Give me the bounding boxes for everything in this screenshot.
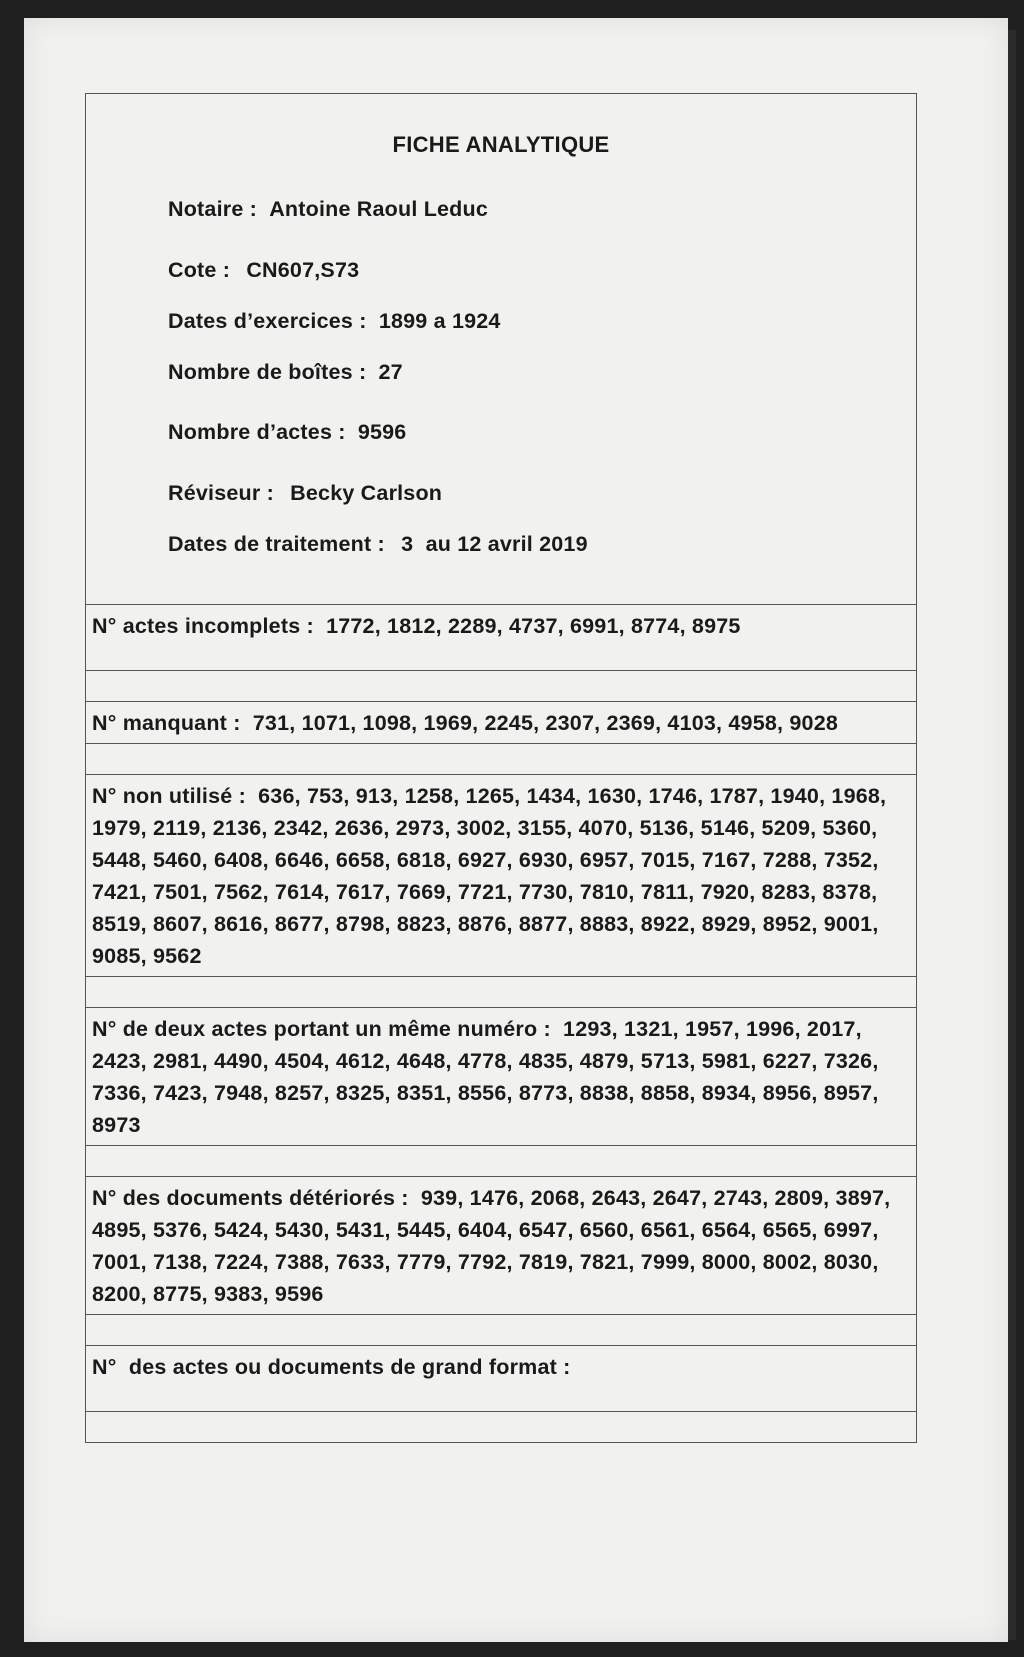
section-manquant bbox=[86, 702, 916, 744]
field-cote bbox=[168, 258, 359, 283]
field-value: Becky Carlson bbox=[290, 481, 443, 505]
section-grand-format bbox=[86, 1346, 916, 1412]
field-value: Antoine Raoul Leduc bbox=[269, 197, 489, 221]
field-value: CN607,S73 bbox=[246, 258, 360, 282]
section-label: N° manquant : bbox=[92, 711, 241, 735]
spacer-row bbox=[86, 1315, 916, 1346]
field-label: Dates d’exercices : bbox=[168, 309, 367, 333]
spacer-row bbox=[86, 1146, 916, 1177]
spacer-row bbox=[86, 744, 916, 775]
field-dates-exercices bbox=[168, 309, 501, 334]
field-label: Notaire : bbox=[168, 197, 258, 221]
field-value: 9596 bbox=[357, 420, 407, 444]
spacer-row bbox=[86, 1412, 916, 1442]
spacer-row bbox=[86, 671, 916, 702]
field-value: 3 au 12 avril 2019 bbox=[401, 532, 588, 556]
field-label: Réviseur : bbox=[168, 481, 274, 505]
field-value: 27 bbox=[378, 360, 403, 384]
field-label: Cote : bbox=[168, 258, 231, 282]
section-actes-incomplets bbox=[86, 605, 916, 671]
section-deux-actes-meme-numero bbox=[86, 1008, 916, 1146]
section-values: 636, 753, 913, 1258, 1265, 1434, 1630, 1746, 1787, 1940, 1968, 1979, 2119, 2136, 2342, 2636, 2973, 3002, 3155, 4070, 5136, 5146, 5209, 5360, 5448, 5460, 6408, 6646, 6658, 6818, 6927, 6930, 6957, 7015, 7167, 7288, 7352, 7421, 7501, 7562, 7614, 7617, 7669, 7721, 7730, 7810, 7811, 7920, 8283, 8378, 8519, 8607, 8616, 8677, 8798, 8823, 8876, 8877, 8883, 8922, 8929, 8952, 9001, 9085, 9562 bbox=[92, 784, 887, 968]
section-non-utilise bbox=[86, 775, 916, 977]
section-values: 939, 1476, 2068, 2643, 2647, 2743, 2809, 3897, 4895, 5376, 5424, 5430, 5431, 5445, 6404, 6547, 6560, 6561, 6564, 6565, 6997, 7001, 7138, 7224, 7388, 7633, 7779, 7792, 7819, 7821, 7999, 8000, 8002, 8030, 8200, 8775, 9383, 9596 bbox=[92, 1186, 891, 1306]
paper-edge bbox=[1008, 30, 1016, 1640]
section-values: 731, 1071, 1098, 1969, 2245, 2307, 2369, 4103, 4958, 9028 bbox=[252, 711, 839, 735]
field-label: Dates de traitement : bbox=[168, 532, 385, 556]
spacer-row bbox=[86, 977, 916, 1008]
section-label: N° de deux actes portant un même numéro : bbox=[92, 1017, 551, 1041]
section-label: N° actes incomplets : bbox=[92, 614, 314, 638]
field-value: 1899 a 1924 bbox=[378, 309, 501, 333]
section-values: 1293, 1321, 1957, 1996, 2017, 2423, 2981, 4490, 4504, 4612, 4648, 4778, 4835, 4879, 5713, 5981, 6227, 7326, 7336, 7423, 7948, 8257, 8325, 8351, 8556, 8773, 8838, 8858, 8934, 8956, 8957, 8973 bbox=[92, 1017, 879, 1137]
field-nombre-boites bbox=[168, 360, 403, 385]
field-reviseur bbox=[168, 481, 442, 506]
field-nombre-actes bbox=[168, 420, 406, 445]
section-values: 1772, 1812, 2289, 4737, 6991, 8774, 8975 bbox=[326, 614, 741, 638]
section-documents-deteriores bbox=[86, 1177, 916, 1315]
section-label: N° des documents détériorés : bbox=[92, 1186, 409, 1210]
field-notaire bbox=[168, 197, 488, 222]
form-title: FICHE ANALYTIQUE bbox=[392, 132, 610, 157]
fiche-form bbox=[85, 93, 917, 1443]
section-label: N° non utilisé : bbox=[92, 784, 246, 808]
field-label: Nombre d’actes : bbox=[168, 420, 346, 444]
field-label: Nombre de boîtes : bbox=[168, 360, 367, 384]
field-dates-traitement bbox=[168, 532, 588, 557]
section-label: N° des actes ou documents de grand format : bbox=[92, 1355, 571, 1379]
form-header bbox=[86, 94, 916, 605]
